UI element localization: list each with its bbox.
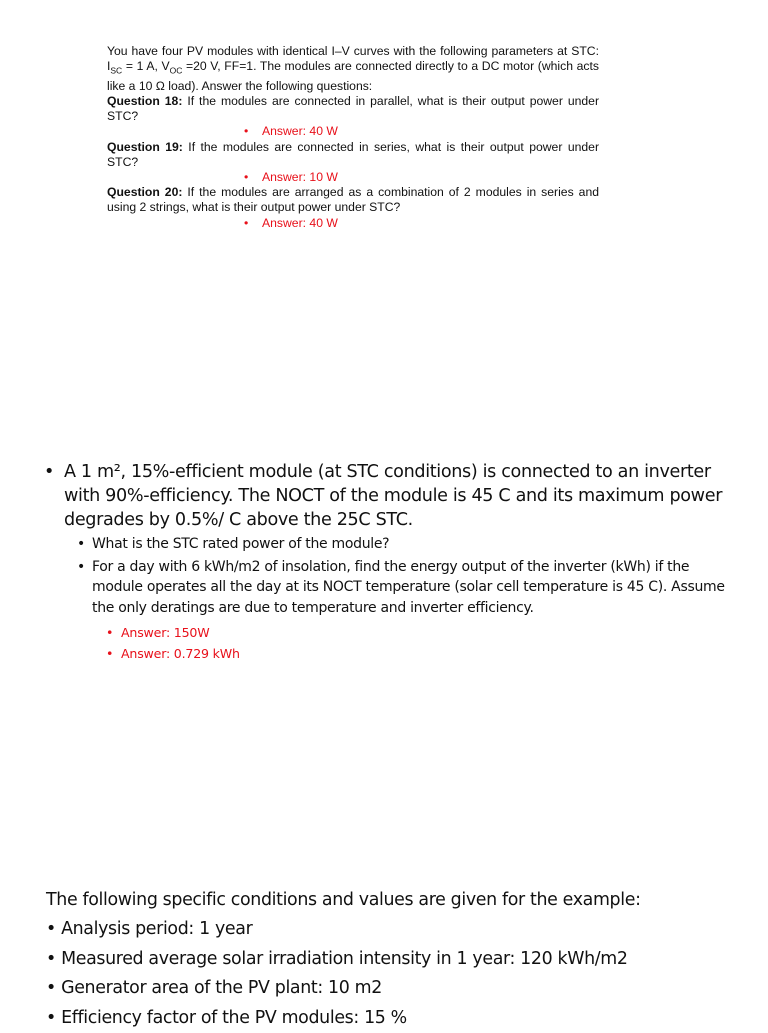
answer-19: • Answer: 10 W	[244, 170, 338, 185]
answer-energy: • Answer: 0.729 kWh	[106, 646, 240, 661]
problem-intro: You have four PV modules with identical I–V curves with the following parameters at STC: $I_{SC} = 1$ A, $V_{OC} =20$ V, FF=1. The modules are connected directly to a DC motor (which acts like a 10 Ω load). Answer the following questions:	[107, 44, 599, 93]
answer-stc: • Answer: 150W	[106, 625, 210, 640]
condition-item: • Generator area of the PV plant: 10 m2	[46, 978, 382, 999]
condition-item: • Efficiency factor of the PV modules: 15 %	[46, 1007, 407, 1028]
sub-question-stc: • What is the STC rated power of the module?	[77, 536, 390, 552]
sub-question-energy: • For a day with 6 kWh/m2 of insolation, find the energy output of the inverter (kWh) if the module operates all the day at its NOCT temperature (solar cell temperature is 45 C). Assume the only deratings are due to temperature and inverter efficiency.	[77, 558, 725, 616]
example-conditions	[46, 886, 746, 1033]
pv-modules-problem	[107, 44, 599, 231]
module-inverter-problem	[38, 460, 728, 664]
voc-subscript: OC	[169, 65, 183, 76]
condition-item: • Analysis period: 1 year	[46, 919, 253, 940]
question-20: Question 20: If the modules are arranged as a combination of 2 modules in series and using 2 strings, what is their output power under STC?	[107, 185, 599, 215]
condition-item: • Measured average solar irradiation intensity in 1 year: 120 kWh/m2	[46, 948, 628, 969]
question-18: Question 18: If the modules are connected in parallel, what is their output power under STC?	[107, 94, 599, 124]
isc-subscript: SC	[110, 65, 123, 76]
question-19: Question 19: If the modules are connected in series, what is their output power under STC?	[107, 139, 599, 169]
conditions-heading: The following specific conditions and values are given for the example:	[46, 890, 641, 910]
answer-18: • Answer: 40 W	[244, 124, 338, 139]
answer-20: • Answer: 40 W	[244, 215, 338, 230]
main-bullet: • A 1 m², 15%-efficient module (at STC conditions) is connected to an inverter with 90%-efficiency. The NOCT of the module is 45 C and its maximum power degrades by 0.5%/ C above the 25C STC.	[44, 462, 723, 530]
